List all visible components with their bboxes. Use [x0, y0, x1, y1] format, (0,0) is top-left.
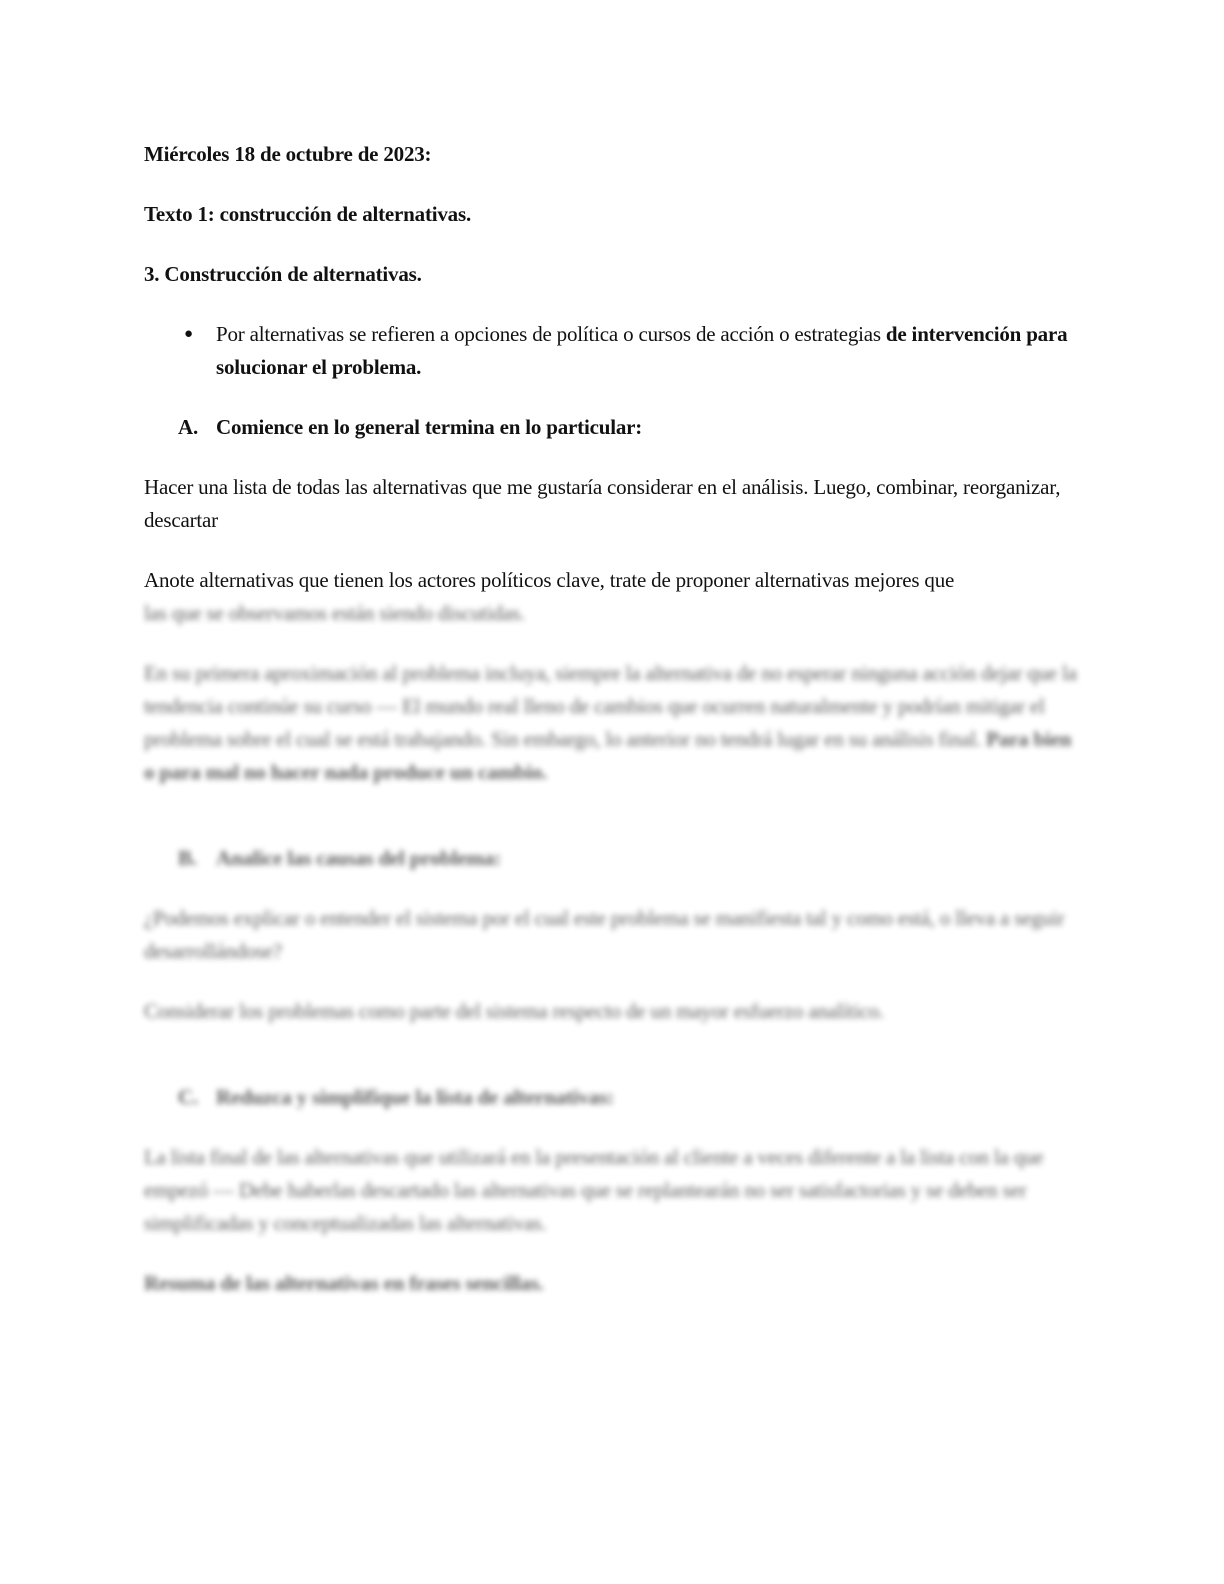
paragraph-resuma: Resuma de las alternativas en frases sencillas. [144, 1271, 544, 1295]
bullet-list-item [144, 318, 1080, 384]
paragraph-podemos-explicar: ¿Podemos explicar o entender el sistema por el cual este problema se manifiesta tal y como está, o lleva a seguir desarrollándose? [144, 906, 1065, 963]
bullet-text: Por alternativas se refieren a opciones de política o cursos de acción o estrategias [216, 322, 886, 346]
section-c-heading [144, 1081, 1080, 1114]
paragraph-anote-alternativas [144, 564, 1080, 630]
section-b-marker: B. [178, 846, 197, 870]
bullet-icon: ● [184, 326, 193, 342]
paragraph-anote-line-blurred: las que se observamos están siendo discutidas. [144, 601, 525, 625]
section-c-marker: C. [178, 1085, 199, 1109]
date-heading: Miércoles 18 de octubre de 2023: [144, 142, 432, 166]
texto1-heading: Texto 1: construcción de alternativas. [144, 202, 472, 226]
paragraph-anote-line-sharp: Anote alternativas que tienen los actores políticos clave, trate de proponer alternativas mejores que [144, 568, 955, 592]
paragraph-lista-final: La lista final de las alternativas que utilizará en la presentación al cliente a veces diferente a la lista con la que empezó — Debe haberlas descartado las alternativas que se replantearán no ser satisfactorias y se deben ser simplificadas y conceptualizadas las alternativas. [144, 1145, 1044, 1235]
section-a-title: Comience en lo general termina en lo particular: [216, 415, 643, 439]
paragraph-primera-aproximacion-bold: Para bien o para mal no hacer nada produce un cambio. [144, 727, 1072, 784]
paragraph-considerar-problemas: Considerar los problemas como parte del sistema respecto de un mayor esfuerzo analítico. [144, 999, 884, 1023]
paragraph-hacer-lista: Hacer una lista de todas las alternativas que me gustaría considerar en el análisis. Luego, combinar, reorganizar, descartar [144, 475, 1061, 532]
section-b-title: Analice las causas del problema: [216, 846, 501, 870]
section-c-title: Reduzca y simplifique la lista de alternativas: [216, 1085, 614, 1109]
section-a-marker: A. [178, 415, 199, 439]
paragraph-primera-aproximacion-text: En su primera aproximación al problema incluya, siempre la alternativa de no esperar ninguna acción dejar que la tendencia continúe su curso — El mundo real lleno de cambios que ocurren naturalmente y podrían mitigar el problema sobre el cual se está trabajando. Sin embargo, lo anterior no tendrá lugar en su análisis final. [144, 661, 1077, 751]
section-b-heading [144, 842, 1080, 875]
section-a-heading [144, 411, 1080, 444]
bullet-text-bold: de intervención para solucionar el problema. [216, 322, 1068, 379]
construccion-heading: 3. Construcción de alternativas. [144, 262, 422, 286]
paragraph-primera-aproximacion [144, 657, 1080, 789]
